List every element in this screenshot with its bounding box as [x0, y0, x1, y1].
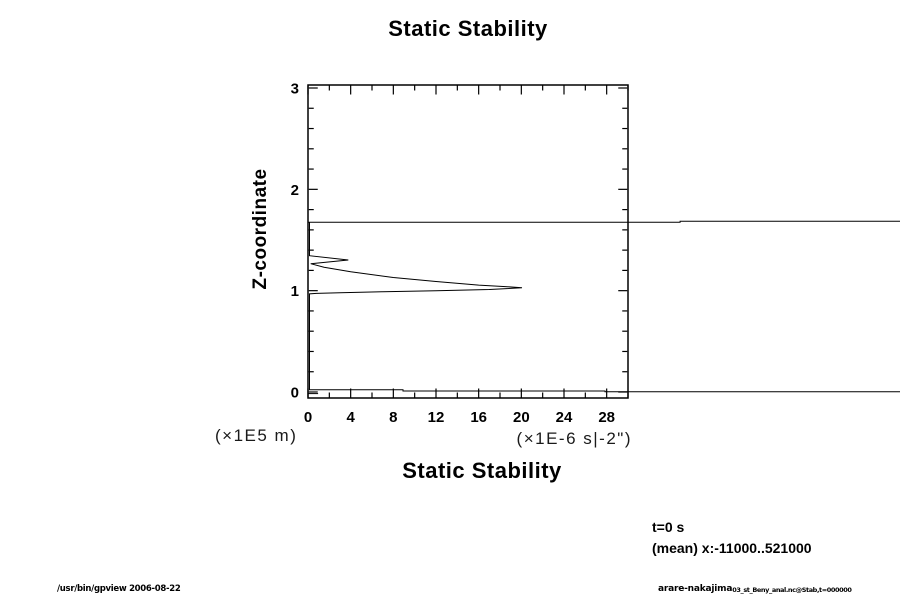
annotation-block	[652, 517, 812, 559]
x-tick-label: 4	[346, 409, 355, 426]
y-tick-label: 2	[290, 181, 299, 199]
footer-source-sub: 03_st_Beny_anal.nc@Stab,t=000000	[732, 586, 852, 594]
y-axis-label: Z-coordinate	[250, 168, 271, 290]
plot-frame	[308, 85, 628, 398]
annotation-mean-range: (mean) x:-11000..521000	[652, 540, 812, 556]
x-tick-label: 28	[598, 409, 616, 426]
y-tick-label: 3	[290, 80, 299, 98]
y-axis-unit-label: (×1E5 m)	[215, 426, 298, 445]
offscale-line-z1.68	[308, 221, 900, 222]
x-tick-label: 8	[389, 409, 398, 426]
y-tick-label: 0	[290, 384, 299, 402]
x-tick-label: 16	[470, 409, 488, 426]
x-tick-label: 12	[427, 409, 445, 426]
x-axis-unit-label: (×1E-6 s|-2")	[516, 429, 632, 448]
x-tick-label: 20	[512, 409, 530, 426]
y-tick-label: 1	[290, 283, 299, 301]
annotation-time: t=0 s	[652, 519, 685, 535]
footer-source-main: arare-nakajima	[658, 584, 733, 594]
footer-source	[658, 584, 852, 594]
series-line-static-stability-profile	[310, 222, 900, 391]
x-tick-label: 0	[303, 409, 313, 426]
footer-command-date: /usr/bin/gpview 2006-08-22	[57, 584, 181, 594]
x-axis-title: Static Stability	[402, 458, 562, 483]
x-tick-label: 24	[555, 409, 573, 426]
chart-title: Static Stability	[388, 16, 548, 41]
